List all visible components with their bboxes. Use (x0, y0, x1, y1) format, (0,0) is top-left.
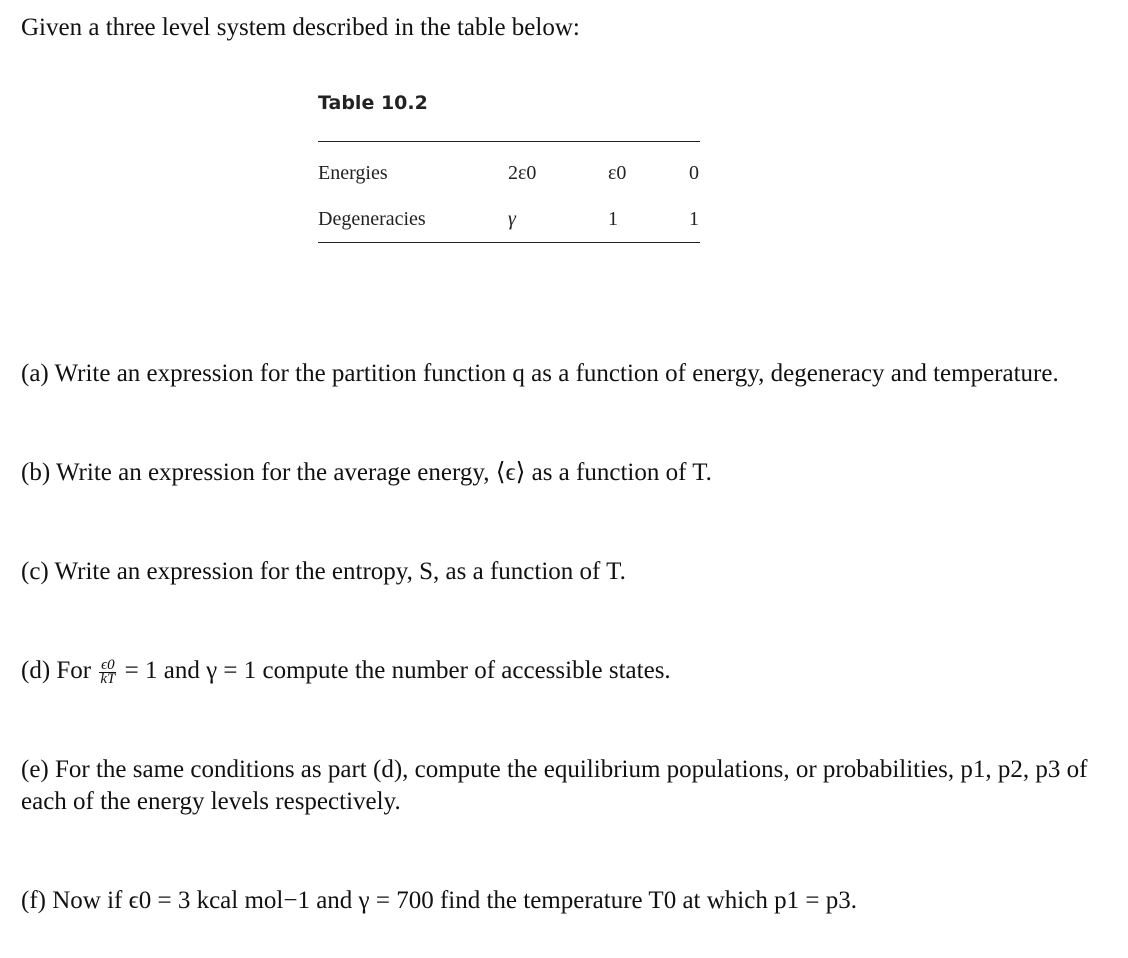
row-label: Degeneracies (318, 208, 426, 230)
table-row-energies (318, 158, 702, 188)
question-f: (f) Now if ϵ0 = 3 kcal mol−1 and γ = 700 find the temperature T0 at which p1 = p3. (21, 887, 857, 914)
question-d-suffix: = 1 and γ = 1 compute the number of accessible states. (124, 657, 671, 684)
table-top-rule (318, 141, 700, 142)
question-b: (b) Write an expression for the average energy, ⟨ϵ⟩ as a function of T. (21, 459, 712, 486)
table-bottom-rule (318, 242, 700, 243)
cell: ε0 (608, 162, 627, 184)
question-e: (e) For the same conditions as part (d), compute the equilibrium populations, or probabilities, p1, p2, p3 of each of the energy levels respectively. (21, 756, 1088, 815)
cell: 1 (608, 208, 618, 230)
intro-text: Given a three level system described in the table below: (21, 14, 580, 41)
question-a: (a) Write an expression for the partition function q as a function of energy, degeneracy and temperature. (21, 360, 1059, 387)
question-d (21, 655, 1101, 687)
fraction-denominator: kT (100, 670, 116, 687)
fraction-numerator: ϵ0 (101, 656, 115, 673)
table-row-degeneracies (318, 204, 702, 234)
fraction (99, 656, 116, 687)
cell: 0 (689, 162, 699, 184)
question-d-prefix: (d) For (21, 657, 92, 684)
row-label: Energies (318, 162, 388, 184)
table-caption: Table 10.2 (318, 92, 428, 114)
cell: 2ε0 (508, 162, 537, 184)
cell: 1 (689, 208, 699, 230)
question-c: (c) Write an expression for the entropy, S, as a function of T. (21, 558, 626, 585)
cell: γ (508, 208, 516, 230)
energy-table (318, 88, 702, 230)
